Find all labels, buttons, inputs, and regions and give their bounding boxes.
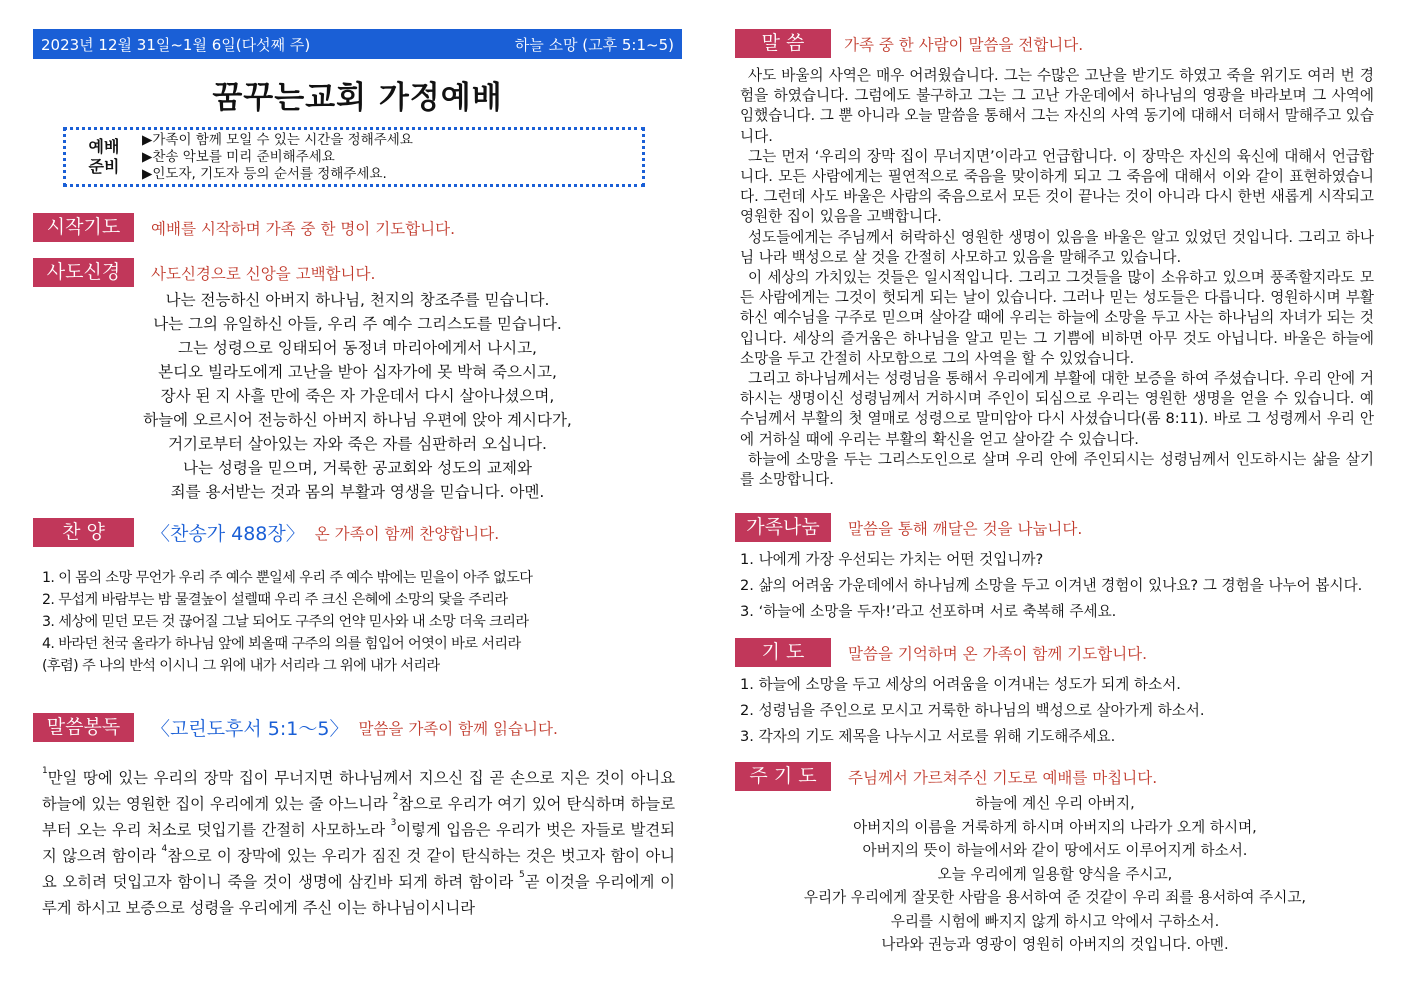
creed-line: 나는 성령을 믿으며, 거룩한 공교회와 성도의 교제와: [183, 459, 532, 477]
section-tag: 기 도: [735, 638, 831, 667]
prep-label-line2: 준비: [88, 157, 120, 176]
list-item: 2. 삶의 어려움 가운데에서 하나님께 소망을 두고 이겨낸 경험이 있나요? 그 경험을 나누어 봅시다.: [740, 577, 1363, 594]
section-prayer: [735, 638, 1147, 667]
section-tag: 가족나눔: [735, 513, 831, 542]
verse-number: 5: [519, 870, 525, 880]
creed-line: 죄를 용서받는 것과 몸의 부활과 영생을 믿습니다. 아멘.: [170, 483, 545, 501]
sermon-paragraph: 사도 바울의 사역은 매우 어려웠습니다. 그는 수많은 고난을 받기도 하였고 죽을 위기도 여러 번 경험을 하였습니다. 그럼에도 불구하고 그는 그 고난 가운데에서 하나님의 영광을 바라보며 그 사역에 임했습니다. 그 뿐 아니라 오늘 말씀을 통해서 그는 자신의 사역 동기에 대해서 더해서 말해주고 있습니다.: [740, 67, 1374, 145]
verse-number: 4: [161, 844, 168, 854]
sermon-text: [740, 66, 1374, 490]
section-tag: 시작기도: [33, 213, 134, 242]
section-desc: 예배를 시작하며 가족 중 한 명이 기도합니다.: [151, 219, 456, 238]
section-tag: 사도신경: [33, 258, 134, 287]
section-sermon: [735, 29, 1083, 58]
creed-line: 거기로부터 살아있는 자와 죽은 자를 심판하러 오십니다.: [168, 435, 547, 453]
verse-text: 참으로 우리가 여기 있어 탄식하며 하늘로부터 오는 우리 처소로 덧입기를 간절히 사모하노라: [42, 795, 675, 839]
sermon-paragraph: 이 세상의 가치있는 것들은 일시적입니다. 그리고 그것들을 많이 소유하고 있으며 풍족할지라도 모든 사람에게는 그것이 헛되게 되는 날이 있습니다. 그러나 믿는 성도들은 다릅니다. 영원하시며 부활하신 예수님을 구주로 믿으며 살아갈 때에 우리는 하늘에 소망을 두고 사는 하나님의 자녀가 되는 것입니다. 세상의 즐거움은 하나님을 알고 믿는 그 기쁨에 비하면 아무 것도 아닙니다. 바울은 하늘에 소망을 두고 간절히 사모함으로 그의 사역을 할 수 있었습니다.: [740, 269, 1374, 367]
prayer-line: 우리를 시험에 빠지지 않게 하시고 악에서 구하소서.: [890, 912, 1220, 930]
header-bar: [33, 29, 682, 59]
section-opening-prayer: [33, 213, 455, 242]
prep-label-line1: 예배: [88, 137, 120, 156]
creed-line: 하늘에 오르시어 전능하신 아버지 하나님 우편에 앉아 계시다가,: [143, 411, 572, 429]
scripture-text: [42, 765, 675, 921]
section-desc: 온 가족이 함께 찬양합니다.: [314, 524, 500, 543]
prep-box: [63, 127, 645, 187]
section-tag: 찬 양: [33, 518, 134, 547]
page-title: 꿈꾸는교회 가정예배: [212, 80, 503, 116]
creed-line: 나는 그의 유일하신 아들, 우리 주 예수 그리스도를 믿습니다.: [153, 315, 562, 333]
prep-label: [66, 137, 142, 177]
prep-item: ▶찬송 악보를 미리 준비해주세요: [142, 148, 335, 165]
prayer-line: 아버지의 이름을 거룩하게 하시며 아버지의 나라가 오게 하시며,: [853, 818, 1257, 836]
reading-ref: 〈고린도후서 5:1～5〉: [151, 718, 349, 740]
prayer-line: 나라와 권능과 영광이 영원히 아버지의 것입니다. 아멘.: [881, 936, 1229, 953]
hymn-refrain: (후렴) 주 나의 반석 이시니 그 위에 내가 서리라 그 위에 내가 서리라: [42, 658, 440, 674]
section-desc: 말씀을 기억하며 온 가족이 함께 기도합니다.: [848, 644, 1148, 663]
list-item: 3. 각자의 기도 제목을 나누시고 서로를 위해 기도해주세요.: [740, 728, 1116, 745]
list-item: 1. 하늘에 소망을 두고 세상의 어려움을 이겨내는 성도가 되게 하소서.: [740, 676, 1181, 693]
creed-line: 나는 전능하신 아버지 하나님, 천지의 창조주를 믿습니다.: [165, 291, 550, 309]
section-desc: 사도신경으로 신앙을 고백합니다.: [151, 264, 376, 283]
sermon-paragraph: 성도들에게는 주님께서 허락하신 영원한 생명이 있음을 바울은 알고 있었던 것입니다. 그리고 하나님 나라 백성으로 살 것을 간절히 사모하고 있음을 말해주고 있습니다.: [740, 228, 1374, 266]
list-item: 1. 나에게 가장 우선되는 가치는 어떤 것입니까?: [740, 551, 1044, 568]
verse-text: 곧 이것을 우리에게 이루게 하시고 보증으로 성령을 우리에게 주신 이는 하나님이시니라: [42, 873, 675, 917]
prep-item: ▶가족이 함께 모일 수 있는 시간을 정해주세요: [142, 131, 413, 148]
list-item: 3. ‘하늘에 소망을 두자!’라고 선포하며 서로 축복해 주세요.: [740, 603, 1117, 620]
verse-text: 이렇게 입음은 우리가 벗은 자들로 발견되지 않으려 함이라: [42, 821, 675, 865]
verse-text: 만일 땅에 있는 우리의 장막 집이 무너지면 하나님께서 지으신 집 곧 손으로 지은 것이 아니요 하늘에 있는 영원한 집이 우리에게 있는 줄 아느니라: [42, 769, 675, 813]
creed-line: 본디오 빌라도에게 고난을 받아 십자가에 못 박혀 죽으시고,: [158, 363, 557, 381]
prayer-line: 오늘 우리에게 일용할 양식을 주시고,: [937, 865, 1173, 883]
section-lords-prayer: [735, 762, 1157, 791]
sharing-questions: [740, 547, 1380, 625]
sermon-paragraph: 그리고 하나님께서는 성령님을 통해서 우리에게 부활에 대한 보증을 하여 주셨습니다. 우리 안에 거하시는 생명이신 성령님께서 거하시며 주인이 되심으로 우리는 영원한 생명을 얻을 수 있습니다. 예수님께서 부활의 첫 열매로 성령으로 말미암아 다시 사셨습니다(롬 8:11). 바로 그 성령께서 우리 안에 거하실 때에 우리는 부활의 확신을 얻고 살아갈 수 있습니다.: [740, 370, 1374, 448]
section-desc: 말씀을 가족이 함께 읽습니다.: [358, 719, 558, 738]
verse-number: 1: [42, 766, 48, 776]
header-date: 2023년 12월 31일~1월 6일(다섯째 주): [41, 35, 311, 54]
section-desc: 가족 중 한 사람이 말씀을 전합니다.: [844, 35, 1084, 54]
hymn-ref: 〈찬송가 488장〉: [151, 523, 305, 545]
section-reading: [33, 713, 558, 742]
section-tag: 주 기 도: [735, 762, 831, 791]
section-tag: 말씀봉독: [33, 713, 134, 742]
verse-number: 2: [392, 792, 399, 802]
section-sharing: [735, 513, 1082, 542]
prep-list: [142, 132, 413, 183]
hymn-verse: 2. 무섭게 바람부는 밤 물결높이 설렐때 우리 주 크신 은혜에 소망의 닻을 주리라: [42, 592, 508, 608]
sermon-paragraph: 그는 먼저 ‘우리의 장막 집이 무너지면’이라고 언급합니다. 이 장막은 자신의 육신에 대해서 언급합니다. 모든 사람에게는 필연적으로 죽음을 맞이하게 되고 그 죽음에 대해서 이와 같이 표현하였습니다. 그런데 사도 바울은 사람의 죽음으로서 모든 것이 끝나는 것이 아니라 다시 한번 새롭게 시작되고 영원한 집이 있음을 고백합니다.: [740, 147, 1374, 226]
section-desc: 말씀을 통해 깨달은 것을 나눕니다.: [848, 519, 1083, 538]
verse-text: 참으로 이 장막에 있는 우리가 짐진 것 같이 탄식하는 것은 벗고자 함이 아니요 오히려 덧입고자 함이니 죽을 것이 생명에 삼킨바 되게 하려 함이라: [42, 847, 675, 891]
verse-number: 3: [390, 818, 397, 828]
prep-item: ▶인도자, 기도자 등의 순서를 정해주세요.: [142, 165, 387, 182]
section-tag: 말 씀: [735, 29, 831, 58]
prayer-line: 우리가 우리에게 잘못한 사람을 용서하여 준 것같이 우리 죄를 용서하여 주시고,: [803, 889, 1307, 906]
prayer-line: 아버지의 뜻이 하늘에서와 같이 땅에서도 이루어지게 하소서.: [862, 842, 1248, 859]
creed-line: 장사 된 지 사흘 만에 죽은 자 가운데서 다시 살아나셨으며,: [160, 387, 555, 405]
section-desc: 주님께서 가르쳐주신 기도로 예배를 마칩니다.: [848, 768, 1158, 787]
hymn-verse: 4. 바라던 천국 올라가 하나님 앞에 뵈올때 구주의 의를 힘입어 어엿이 바로 서리라: [42, 636, 521, 652]
hymn-verse: 3. 세상에 믿던 모든 것 끊어질 그날 되어도 구주의 언약 믿사와 내 소망 더욱 크리라: [42, 614, 529, 630]
creed-line: 그는 성령으로 잉태되어 동정녀 마리아에게서 나시고,: [178, 339, 537, 357]
section-creed: [33, 258, 375, 287]
creed-text: [33, 288, 682, 504]
prayer-items: [740, 672, 1380, 750]
sermon-paragraph: 하늘에 소망을 두는 그리스도인으로 살며 우리 안에 주인되시는 성령님께서 인도하시는 삶을 살기를 소망합니다.: [740, 450, 1374, 489]
prayer-line: 하늘에 계신 우리 아버지,: [975, 795, 1135, 812]
hymn-verse: 1. 이 몸의 소망 무언가 우리 주 예수 뿐일세 우리 주 예수 밖에는 믿을이 아주 없도다: [42, 570, 533, 586]
header-theme: 하늘 소망 (고후 5:1~5): [514, 35, 674, 54]
lords-prayer-text: [735, 792, 1375, 957]
list-item: 2. 성령님을 주인으로 모시고 거룩한 하나님의 백성으로 살아가게 하소서.: [740, 702, 1205, 719]
section-hymn: [33, 518, 499, 547]
hymn-lyrics: [42, 567, 662, 677]
